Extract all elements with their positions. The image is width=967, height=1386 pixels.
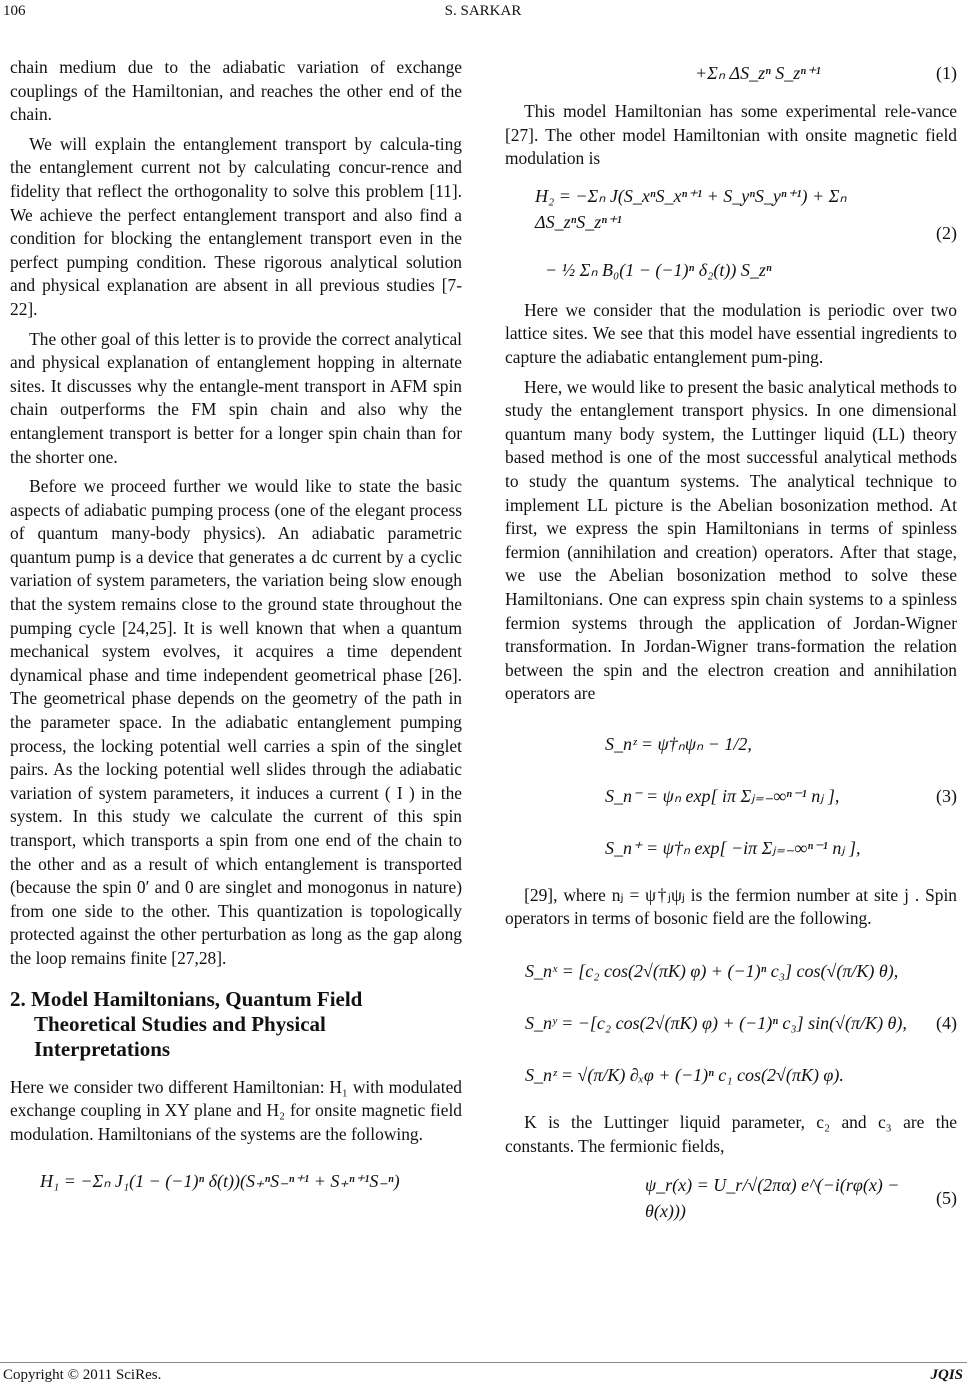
equation-5: ψ_r(x) = U_r/√(2πα) e^(−i(rφ(x) − θ(x))) (5) <box>645 1175 957 1222</box>
running-header: S. SARKAR <box>444 3 522 19</box>
equation-3: S_nᶻ = ψ†ₙψₙ − 1/2, S_n⁻ = ψₙ exp[ iπ Σⱼ₌₋∞ⁿ⁻¹ nⱼ ], S_n⁺ = ψ†ₙ exp[ −iπ Σⱼ₌₋∞ⁿ⁻¹ nⱼ ], (3) <box>605 733 957 858</box>
journal-name: JQIS <box>930 1367 963 1383</box>
paragraph: Here we consider that the modulation is periodic over two lattice sites. We see that this model have essential ingredients to capture the adiabatic entanglement pum-ping. <box>505 299 957 367</box>
footer-rule <box>0 1362 967 1363</box>
paragraph: Before we proceed further we would like to state the basic aspects of adiabatic pumping process (one of the elegant process of quantum many-body physics). An adiabatic parametric quantum pump is a device that generates a dc current by a cyclic variation of system parameters, the variation being slow enough that the system remains close to the ground state throughout the pumping cycle [24,25]. It is well known that when a quantum mechanical system evolves, it acquires a time dependent dynamical phase and time independent geometrical phase [26]. The geometrical phase depends on the geometry of the path in the parameter space. In the adiabatic entanglement pumping process, the locking potential well carries a spin of the singlet pairs. As the locking potential well slides through the adiabatic variation of system parameters, it induces a current ( I ) in the system. In this study we calculate the current of this spin transport, which transports a spin from one end of the chain to the other and as a result of which entanglement is transported (because the spin 0′ and 0 are singlet and monogonus in nature) from one side to the other. This quantization is topologically protected against the other perturbation as long as the gap along the loop remains finite [27,28]. <box>10 476 462 968</box>
paragraph: We will explain the entanglement transport by calcula-ting the entanglement current not by calculating concur-rence and fidelity that reflect the orthogonality to solve this problem [11]. We achieve the perfect entanglement transport and also find a condition for blocking the entanglement transport even in the perfect pumping condition. These rigorous analytical solution and physical explanation are absent in all previous studies [7-22]. <box>10 133 462 319</box>
copyright: Copyright © 2011 SciRes. <box>3 1367 162 1383</box>
equation-2: H₂ = −Σₙ J(S_xⁿS_xⁿ⁺¹ + S_yⁿS_yⁿ⁺¹) + Σₙ ΔS_zⁿS_zⁿ⁺¹ − ½ Σₙ B₀(1 − (−1)ⁿ δ₂(t)) S_zⁿ (2) <box>535 185 957 280</box>
paragraph: Here we consider two different Hamiltonian: H₁ with modulated exchange coupling in XY plane and H₂ for onsite magnetic field modulation. Hamiltonians of the systems are the following. <box>10 1076 462 1144</box>
left-column <box>10 56 462 1202</box>
equation-1-part-a: H₁ = −Σₙ J₁(1 − (−1)ⁿ δ(t))(S₊ⁿS₋ⁿ⁺¹ + S₊ⁿ⁺¹S₋ⁿ) <box>40 1171 400 1192</box>
paragraph: This model Hamiltonian has some experimental rele-vance [27]. The other model Hamiltonian with onsite magnetic field modulation is <box>505 101 957 169</box>
equation-4: S_nˣ = [c₂ cos(2√(πK) φ) + (−1)ⁿ c₃] cos(√(π/K) θ), S_nʸ = −[c₂ cos(2√(πK) φ) + (−1)ⁿ c₃] sin(√(π/K) θ), S_nᶻ = √(π/K) ∂ₓφ + (−1)ⁿ c₁ cos(2√(πK) φ). (4) <box>525 961 957 1086</box>
paragraph: The other goal of this letter is to provide the correct analytical and physical explanation of entanglement hopping in alternate sites. It discusses why the entangle-ment transport in AFM spin chain outperforms the FM spin chain and also why the entanglement transport is better for a longer spin chain than for the shorter one. <box>10 328 462 467</box>
paragraph: [29], where nⱼ = ψ†ⱼψⱼ is the fermion number at site j . Spin operators in terms of bosonic field are the following. <box>505 884 957 929</box>
equation-1-part-b: +Σₙ ΔS_zⁿ S_zⁿ⁺¹ (1) <box>695 63 957 83</box>
paragraph: K is the Luttinger liquid parameter, c₂ and c₃ are the constants. The fermionic fields, <box>505 1112 957 1156</box>
page-number: 106 <box>3 3 26 19</box>
right-column <box>505 56 957 1232</box>
paragraph: chain medium due to the adiabatic variation of exchange couplings of the Hamiltonian, and reaches the other end of the chain. <box>10 57 462 125</box>
section-heading: 2. Model Hamiltonians, Quantum Field Theoretical Studies and Physical Interpretations <box>10 986 363 1061</box>
paragraph: Here, we would like to present the basic analytical methods to study the entanglement transport physics. In one dimensional quantum many body system, the Luttinger liquid (LL) theory based method is one of the most successful analytical methods to study the quantum systems. The analytical technique to implement LL picture is the Abelian bosonization method. At first, we express the spin Hamiltonians in terms of spinless fermion (annihilation and creation) operators. After that stage, we use the Abelian bosonization method to solve these Hamiltonians. One can express spin chain systems to a spinless fermion systems through the application of Jordan-Wigner transformation. In Jordan-Wigner trans-formation the relation between the spin and the electron creation and annihilation operators are <box>505 376 957 704</box>
